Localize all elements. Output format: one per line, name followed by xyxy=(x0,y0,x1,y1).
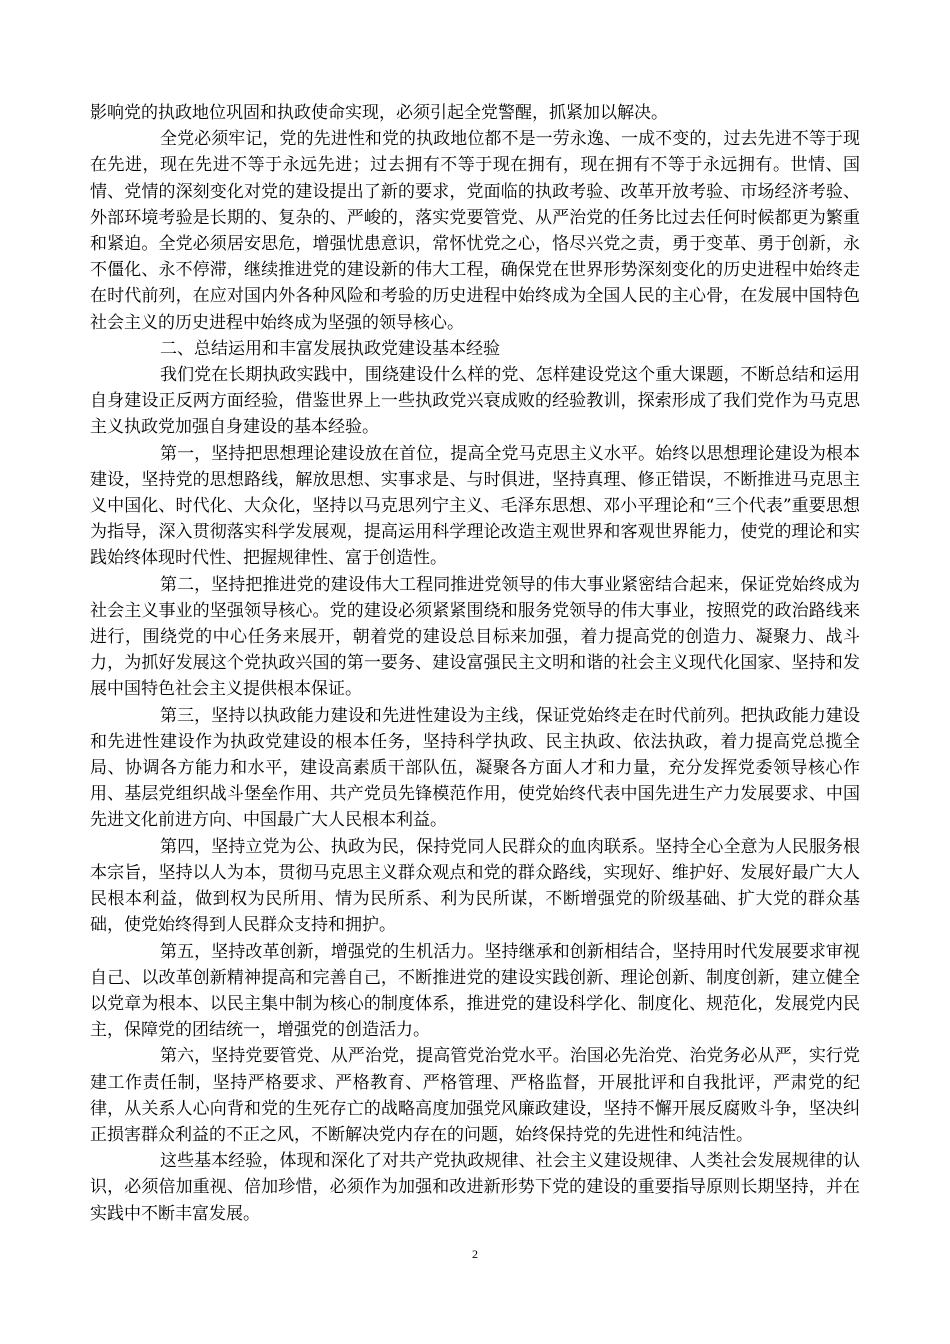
section-heading: 二、总结运用和丰富发展执政党建设基本经验 xyxy=(160,338,500,359)
paragraph-point-5: 第五，坚持改革创新，增强党的生机活力。坚持继承和创新相结合，坚持用时代发展要求审视自己、以改革创新精神提高和完善自己，不断推进党的建设实践创新、理论创新、制度创新，建立健全以党章为根本、以民主集中制为核心的制度体系，推进党的建设科学化、制度化、规范化，发展党内民主，保障党的团结统一，增强党的创造活力。 xyxy=(90,941,860,1041)
paragraph-point-1: 第一，坚持把思想理论建设放在首位，提高全党马克思主义水平。始终以思想理论建设为根本建设，坚持党的思想路线，解放思想、实事求是、与时俱进，坚持真理、修正错误，不断推进马克思主义中国化、时代化、大众化，坚持以马克思列宁主义、毛泽东思想、邓小平理论和“三个代表”重要思想为指导，深入贯彻落实科学发展观，提高运用科学理论改造主观世界和客观世界能力，使党的理论和实践始终体现时代性、把握规律性、富于创造性。 xyxy=(90,443,860,569)
paragraph-conclusion: 这些基本经验，体现和深化了对共产党执政规律、社会主义建设规律、人类社会发展规律的认识，必须倍加重视、倍加珍惜，必须作为加强和改进新形势下党的建设的重要指导原则长期坚持，并在实践中不断丰富发展。 xyxy=(90,1151,860,1224)
paragraph-point-4: 第四，坚持立党为公、执政为民，保持党同人民群众的血肉联系。坚持全心全意为人民服务根本宗旨，坚持以人为本，贯彻马克思主义群众观点和党的群众路线，实现好、维护好、发展好最广大人民根本利益，做到权为民所用、情为民所系、利为民所谋，不断增强党的阶级基础、扩大党的群众基础，使党始终得到人民群众支持和拥护。 xyxy=(90,836,860,936)
paragraph-point-2: 第二，坚持把推进党的建设伟大工程同推进党领导的伟大事业紧密结合起来，保证党始终成为社会主义事业的坚强领导核心。党的建设必须紧紧围绕和服务党领导的伟大事业，按照党的政治路线来进行，围绕党的中心任务来展开，朝着党的建设总目标来加强，着力提高党的创造力、凝聚力、战斗力，为抓好发展这个党执政兴国的第一要务、建设富强民主文明和谐的社会主义现代化国家、坚持和发展中国特色社会主义提供根本保证。 xyxy=(90,574,860,700)
paragraph-point-6: 第六，坚持党要管党、从严治党，提高管党治党水平。治国必先治党、治党务必从严，实行党建工作责任制，坚持严格要求、严格教育、严格管理、严格监督，开展批评和自我批评，严肃党的纪律，从关系人心向背和党的生死存亡的战略高度加强党风廉政建设，坚持不懈开展反腐败斗争，坚决纠正损害群众利益的不正之风，不断解决党内存在的问题，始终保持党的先进性和纯洁性。 xyxy=(90,1046,860,1145)
paragraph-point-3: 第三，坚持以执政能力建设和先进性建设为主线，保证党始终走在时代前列。把执政能力建设和先进性建设作为执政党建设的根本任务，坚持科学执政、民主执政、依法执政，着力提高党总揽全局、协调各方能力和水平，建设高素质干部队伍，凝聚各方面人才和力量，充分发挥党委领导核心作用、基层党组织战斗堡垒作用、共产党员先锋模范作用，使党始终代表中国先进生产力发展要求、中国先进文化前进方向、中国最广大人民根本利益。 xyxy=(90,705,860,831)
document-body xyxy=(90,100,860,1227)
paragraph: 我们党在长期执政实践中，围绕建设什么样的党、怎样建设党这个重大课题，不断总结和运用自身建设正反两方面经验，借鉴世界上一些执政党兴衰成败的经验教训，探索形成了我们党作为马克思主义执政党加强自身建设的基本经验。 xyxy=(90,365,860,438)
page-number: 2 xyxy=(472,1247,478,1261)
paragraph-continuation: 影响党的执政地位巩固和执政使命实现，必须引起全党警醒，抓紧加以解决。 xyxy=(90,103,668,123)
paragraph: 全党必须牢记，党的先进性和党的执政地位都不是一劳永逸、一成不变的，过去先进不等于现在先进，现在先进不等于永远先进；过去拥有不等于现在拥有，现在拥有不等于永远拥有。世情、国情、党情的深刻变化对党的建设提出了新的要求，党面临的执政考验、改革开放考验、市场经济考验、外部环境考验是长期的、复杂的、严峻的，落实党要管党、从严治党的任务比过去任何时候都更为繁重和紧迫。全党必须居安思危，增强忧患意识，常怀忧党之心，恪尽兴党之责，勇于变革、勇于创新，永不僵化、永不停滞，继续推进党的建设新的伟大工程，确保党在世界形势深刻变化的历史进程中始终走在时代前列，在应对国内外各种风险和考验的历史进程中始终成为全国人民的主心骨，在发展中国特色社会主义的历史进程中始终成为坚强的领导核心。 xyxy=(90,129,860,333)
